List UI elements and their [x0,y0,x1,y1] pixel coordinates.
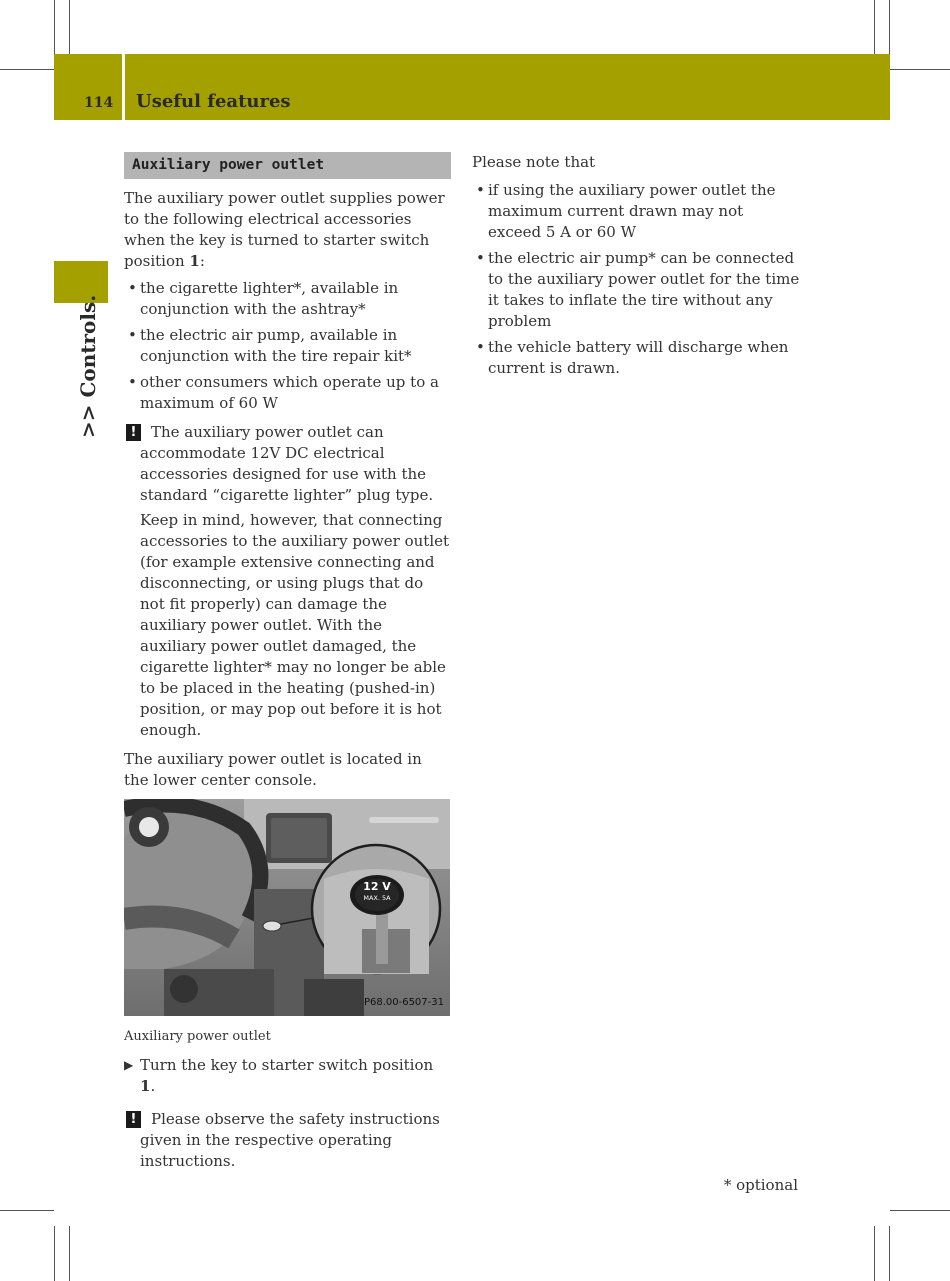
figure-reference: P68.00-6507-31 [363,997,444,1008]
location-paragraph: The auxiliary power outlet is located in the lower center console. [124,750,422,789]
crop-mark [0,1210,54,1211]
note-list [472,180,800,379]
instruction-step: ▶ Turn the key to starter switch position 1. [124,1056,434,1095]
crop-mark [0,69,54,70]
step-arrow-icon: ▶ [124,1058,134,1072]
list-item: • the cigarette lighter*, available in conjunction with the ashtray* [124,278,451,320]
accessory-list [124,278,451,414]
warning-icon: ! [126,424,141,441]
warning-icon: ! [126,1111,141,1128]
outlet-figure [124,799,450,1016]
warning-note [124,1109,451,1172]
list-item: • the vehicle battery will discharge when current is drawn. [472,337,800,379]
list-item: • the electric air pump, available in conjunction with the tire repair kit* [124,325,451,367]
crop-mark [889,0,890,54]
header-divider [122,54,125,120]
warning-text-continued: Keep in mind, however, that connecting accessories to the auxiliary power outlet (for example extensive connecting and disconnecting, or using plugs that do not fit properly) can damage the auxiliary power outlet. With the auxiliary power outlet damaged, the cigarette lighter* may no longer be able to be placed in the heating (pushed-in) position, or may pop out before it is hot enough. [140,511,450,739]
socket-label: 12 V [363,880,391,893]
warning-note [124,422,451,741]
starter-position: 1 [140,1077,151,1095]
page-title: Useful features [136,91,291,112]
side-tab-label: >> Controls. [76,294,100,438]
footnote: * optional [723,1176,798,1194]
crop-mark [874,0,875,54]
crop-mark [54,1226,55,1281]
crop-mark [874,1226,875,1281]
crop-mark [54,0,55,54]
right-column [472,152,800,384]
dashboard-illustration [124,799,450,1016]
figure-caption: Auxiliary power outlet [124,1029,271,1044]
crop-mark [890,69,950,70]
crop-mark [889,1226,890,1281]
note-intro: Please note that [472,153,596,171]
section-heading: Auxiliary power outlet [124,152,451,179]
page-number: 114 [84,95,114,111]
warning-text: The auxiliary power outlet can accommodate 12V DC electrical accessories designed for use with the standard “cigarette lighter” plug type. [140,423,434,504]
crop-mark [890,1210,950,1211]
left-column [124,152,451,1172]
intro-paragraph: The auxiliary power outlet supplies power to the following electrical accessories when the key is turned to starter switch position 1: [124,189,445,270]
crop-mark [69,1226,70,1281]
starter-position: 1 [189,252,200,270]
crop-mark [69,0,70,54]
list-item: • the electric air pump* can be connected to the auxiliary power outlet for the time it takes to inflate the tire without any problem [472,248,800,332]
warning-text: Please observe the safety instructions given in the respective operating instructions. [140,1110,440,1170]
list-item: • other consumers which operate up to a maximum of 60 W [124,372,451,414]
socket-sublabel: MAX. 5A [363,894,391,902]
list-item: • if using the auxiliary power outlet the maximum current drawn may not exceed 5 A or 60 W [472,180,800,243]
